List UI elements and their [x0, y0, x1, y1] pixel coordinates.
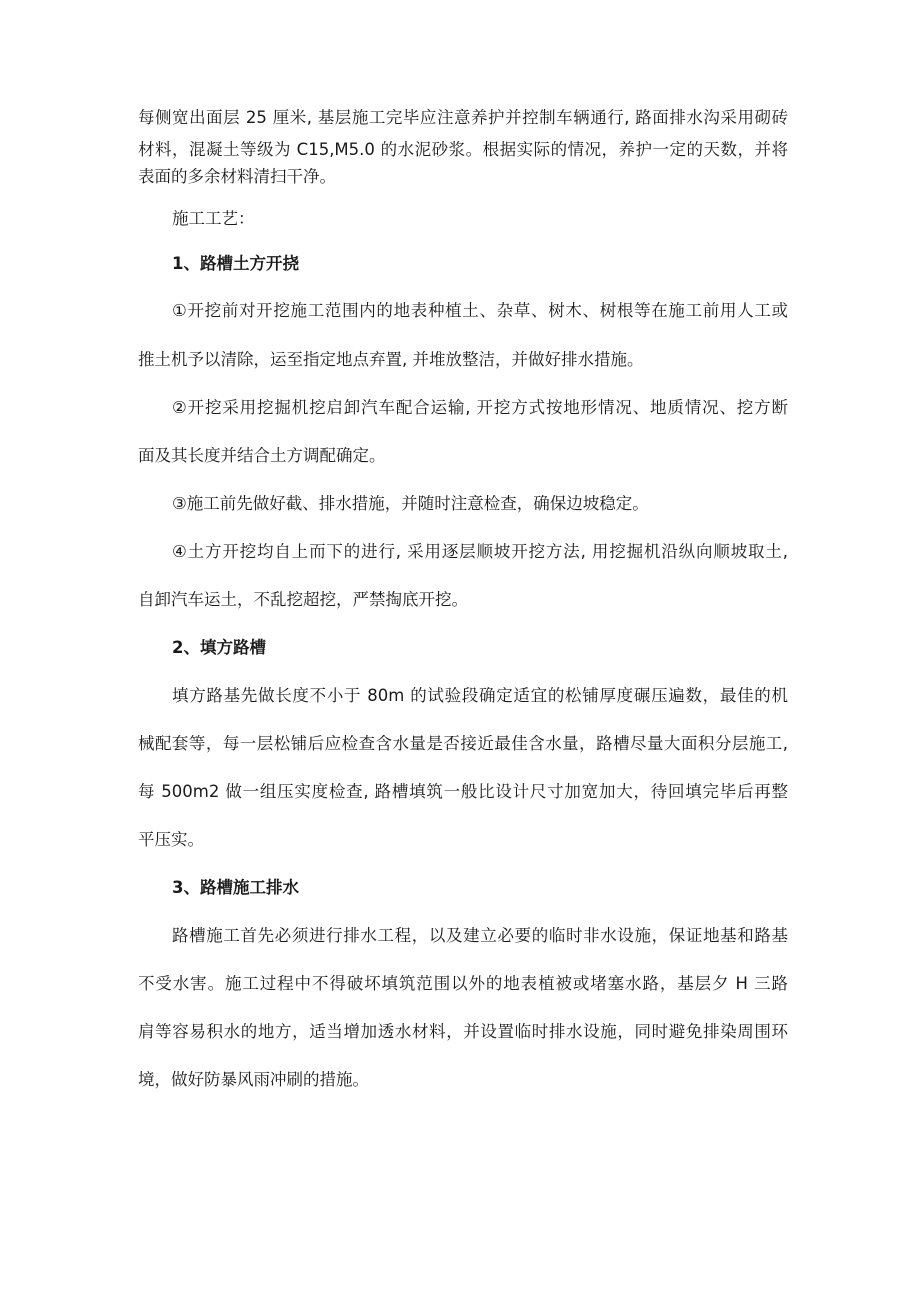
section1-item2-line1: ②开挖采用挖掘机挖启卸汽车配合运输, 开挖方式按地形情况、地质情况、挖方断 [172, 398, 788, 417]
section2-line2: 械配套等，每一层松铺后应检查含水量是否接近最佳含水量，路槽尽量大面积分层施工, [138, 734, 788, 753]
section1-item1-line2: 推土机予以清除，运至指定地点弃置, 并堆放整洁，并做好排水措施。 [138, 350, 644, 369]
section3-line3: 肩等容易积水的地方，适当增加透水材料，并设置临时排水设施，同时避免排染周围环 [138, 1022, 788, 1041]
section2-line3: 每 500m2 做一组压实度检查, 路槽填筑一般比设计尺寸加宽加大，待回填完毕后再整 [138, 782, 788, 801]
intro-line-2: 材料，混凝土等级为 C15,M5.0 的水泥砂浆。根据实际的情况，养护一定的天数，并将 [138, 140, 788, 159]
intro-line-3: 表面的多余材料清扫干净。 [138, 167, 336, 186]
process-label: 施工工艺： [172, 209, 255, 228]
section2-line4: 平压实。 [138, 830, 204, 849]
section1-item4-line2: 自卸汽车运土，不乱挖超挖，严禁掏底开挖。 [138, 590, 468, 609]
section1-item3-line1: ③施工前先做好截、排水措施，并随时注意检查，确保边坡稳定。 [172, 494, 649, 513]
section1-item1-line1: ①开挖前对开挖施工范围内的地表种植土、杂草、树木、树根等在施工前用人工或 [172, 301, 788, 320]
section1-heading: 1、路槽土方开挠 [172, 254, 299, 273]
section3-line2: 不受水害。施工过程中不得破坏填筑范围以外的地表植被或堵塞水路，基层夕 H 三路 [138, 974, 788, 993]
section1-item4-line1: ④土方开挖均自上而下的进行, 采用逐层顺坡开挖方法, 用挖掘机沿纵向顺坡取土, [172, 542, 788, 561]
section1-item2-line2: 面及其长度并结合土方调配确定。 [138, 446, 386, 465]
section3-line1: 路槽施工首先必须进行排水工程，以及建立必要的临时非水设施，保证地基和路基 [172, 926, 788, 945]
section2-line1: 填方路基先做长度不小于 80m 的试验段确定适宜的松铺厚度碾压遍数，最佳的机 [172, 686, 788, 705]
section3-heading: 3、路槽施工排水 [172, 878, 299, 897]
section2-heading: 2、填方路槽 [172, 638, 266, 657]
intro-line-1: 每侧宽出面层 25 厘米, 基层施工完毕应注意养护并控制车辆通行, 路面排水沟采用砌砖 [138, 108, 788, 127]
section3-line4: 境，做好防暴风雨冲刷的措施。 [138, 1070, 369, 1089]
